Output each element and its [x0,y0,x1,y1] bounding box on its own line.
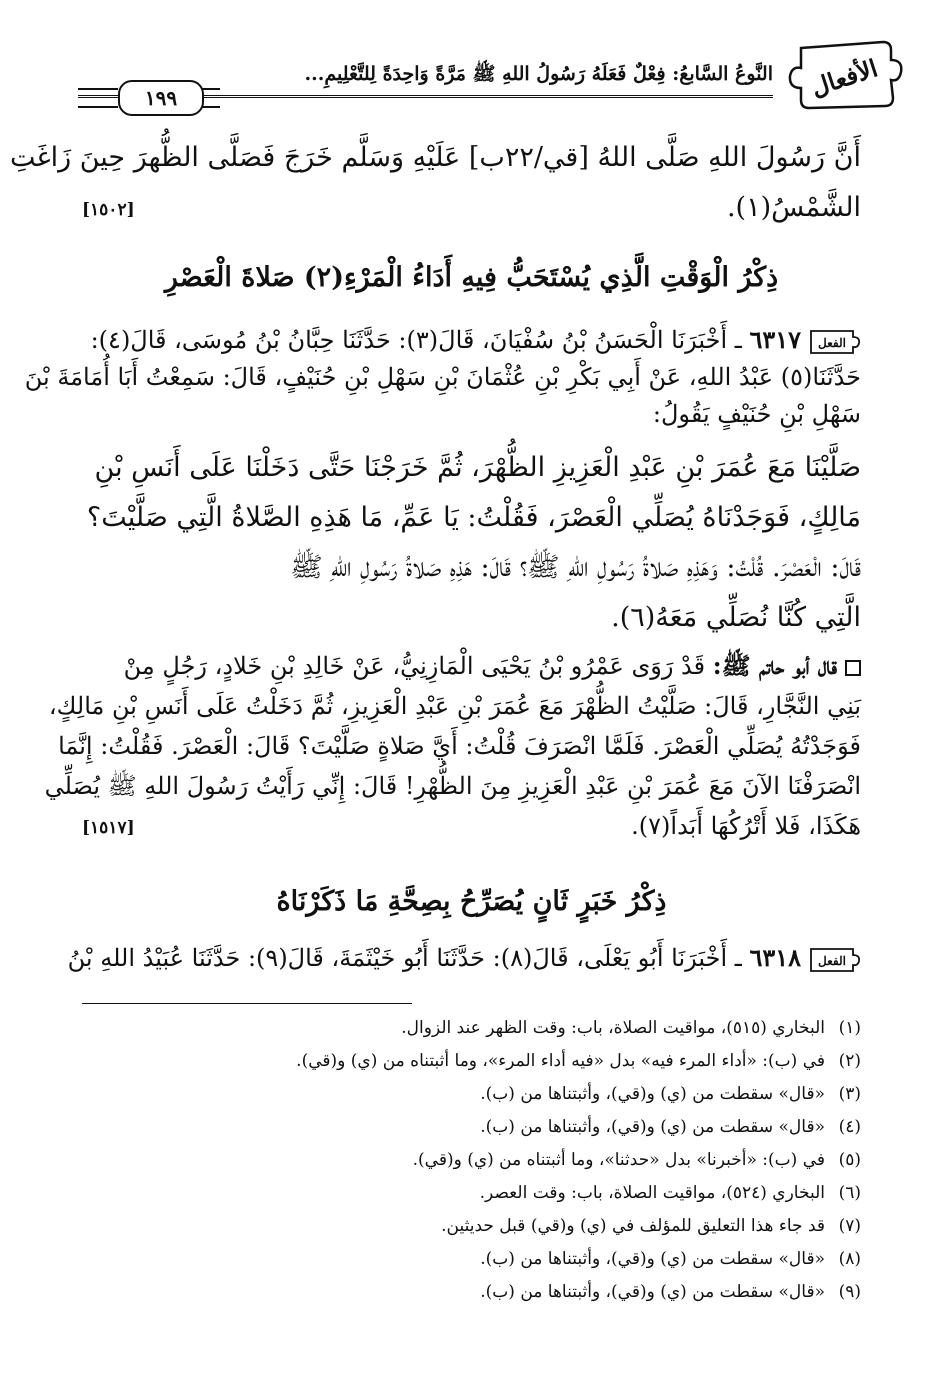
hadith-6318-badge-label: الفعل [818,953,846,968]
hadith-number-6318: ٦٣١٨ [749,943,801,972]
hadith-6317-badge-label: الفعل [818,335,846,350]
chapter-badge-label: الأفعال [807,53,882,102]
footnote: (٧)قد جاء هذا التعليق للمؤلف في (ي) و(قي) قبل حديثين. [441,1216,861,1236]
abu-hatim-line-3: فَوَجَدْتُهُ يُصَلِّي الْعَصْرَ. فَلَمَّا انْصَرَفَ قُلْتُ: أَيَّ صَلاةٍ صَلَّيْتَ؟ قَالَ: الْعَصْرَ. فَقُلْتُ: إِنَّمَا [58,732,861,760]
hadith-ref-1502: [١٥٠٢] [82,200,135,220]
hadith-6318-badge [807,945,861,975]
hadith-6317-text-4: الَّتِي كُنَّا نُصَلِّي مَعَهُ(٦). [611,602,861,633]
section-heading-1: ذِكْرُ الْوَقْتِ الَّذِي يُسْتَحَبُّ فِيهِ أَدَاءُ الْمَرْءِ(٢) صَلاةَ الْعَصْرِ [164,262,779,293]
header-rule-left [78,88,118,108]
hadith-6317-text-2: مَالِكٍ، فَوَجَدْنَاهُ يُصَلِّي الْعَصْرَ، فَقُلْتُ: يَا عَمِّ، مَا هَذِهِ الصَّلاةُ الَّتِي صَلَّيْتَ؟ [86,502,861,533]
hadith-6317-line-1 [73,320,861,360]
abu-hatim-line-4: انْصَرَفْنَا الآنَ مَعَ عُمَرَ بْنِ عَبْدِ الْعَزِيزِ مِنَ الظُّهْرِ! قَالَ: إِنِّي رَأَيْتُ رَسُولَ اللهِ ﷺ يُصَلِّي [44,772,861,800]
abu-hatim-lead: قال أبو حاتم ﷺ: [712,651,837,680]
hadith-6317-line-2: حَدَّثَنَا(٥) عَبْدُ اللهِ، عَنْ أَبِي بَكْرِ بْنِ عُثْمَانَ بْنِ سَهْلِ بْنِ حُنَيْفٍ، قَالَ: سَمِعْتُ أَبَا أُمَامَةَ بْنَ [24,363,861,391]
chapter-badge [787,38,905,112]
page-number: ١٩٩ [118,80,204,116]
footnote: (٢)في (ب): «أداء المرء فيه» بدل «فيه أداء المرء»، وما أثبتناه من (ي) و(قي). [296,1051,861,1071]
puzzle-chip-icon [807,327,861,357]
footnote: (٨)«قال» سقطت من (ي) و(قي)، وأثبتناها من (ب). [480,1249,861,1269]
hadith-6317-text-3: قَالَ: الْعَصْرَ. قُلْتُ: وَهَذِهِ صَلاةُ رَسُولِ اللهِ ﷺ؟ قَالَ: هَذِهِ صَلاةُ رَسُولِ اللهِ ﷺ [290,552,861,583]
hadith-ref-1517: [١٥١٧] [82,818,135,838]
hadith-6317-isnad: ـ أَخْبَرَنَا الْحَسَنُ بْنُ سُفْيَانَ، قَالَ(٣): حَدَّثَنَا حِبَّانُ بْنُ مُوسَى، قَالَ(٤): [90,326,742,354]
abu-hatim-line-1 [73,646,861,686]
footnote: (٤)«قال» سقطت من (ي) و(قي)، وأثبتناها من (ب). [480,1117,861,1137]
square-bullet-icon [845,660,861,676]
hadith-6318-isnad: ـ أَخْبَرَنَا أَبُو يَعْلَى، قَالَ(٨): حَدَّثَنَا أَبُو خَيْثَمَةَ، قَالَ(٩): حَدَّثَنَا عُبَيْدُ اللهِ بْنُ [67,944,742,972]
puzzle-chip-icon [807,945,861,975]
intro-line-1: أَنَّ رَسُولَ اللهِ صَلَّى اللهُ [قي/٢٢ب] عَلَيْهِ وَسَلَّم خَرَجَ فَصَلَّى الظُّهرَ حِينَ زَاغَتِ [9,142,861,173]
hadith-6318-line-1 [67,938,861,978]
abu-hatim-line-2: بَنِي النَّجَّارِ، قَالَ: صَلَّيْتُ الظُّهْرَ مَعَ عُمَرَ بْنِ عَبْدِ الْعَزِيزِ، ثُمَّ دَخَلْتُ عَلَى أَنَسِ بْنِ مَالِكٍ، [48,692,861,720]
footnote: (٥)في (ب): «أخبرنا» بدل «حدثنا»، وما أثبتناه من (ي) و(قي). [412,1150,861,1170]
footnote: (٩)«قال» سقطت من (ي) و(قي)، وأثبتناها من (ب). [480,1282,861,1302]
puzzle-badge-icon [787,38,905,112]
abu-hatim-line-5: هَكَذَا، فَلا أَتْرُكُهَا أَبَداً(٧). [631,812,861,840]
footnote-rule [82,1003,412,1004]
hadith-6317-badge [807,327,861,357]
intro-line-2: الشَّمْسُ(١). [726,192,861,223]
hadith-6317-text-1: صَلَّيْنَا مَعَ عُمَرَ بْنِ عَبْدِ الْعَزِيزِ الظُّهْرَ، ثُمَّ خَرَجْنَا حَتَّى دَخَلْنَا عَلَى أَنَسِ بْنِ [94,452,861,483]
section-heading-2: ذِكْرُ خَبَرٍ ثَانٍ يُصَرِّحُ بِصِحَّةِ مَا ذَكَرْنَاهُ [276,886,667,917]
hadith-number-6317: ٦٣١٧ [749,325,801,354]
running-header: النَّوعُ السَّابعُ: فِعْلٌ فَعَلَهُ رَسُولُ اللهِ ﷺ مَرَّةً وَاحِدَةً لِلتَّعْلِيمِ... [304,63,773,85]
footnote: (١)البخاري (٥١٥)، مواقيت الصلاة، باب: وقت الظهر عند الزوال. [401,1018,861,1038]
hadith-6317-line-3: سَهْلِ بْنِ حُنَيْفٍ يَقُولُ: [652,400,861,428]
footnote: (٣)«قال» سقطت من (ي) و(قي)، وأثبتناها من (ب). [480,1084,861,1104]
footnote: (٦)البخاري (٥٢٤)، مواقيت الصلاة، باب: وقت العصر. [479,1183,861,1203]
abu-hatim-text-1: قَدْ رَوَى عَمْرُو بْنُ يَحْيَى الْمَازِنِيُّ، عَنْ خَالِدِ بْنِ خَلادٍ، رَجُلٍ مِنْ [123,652,706,680]
